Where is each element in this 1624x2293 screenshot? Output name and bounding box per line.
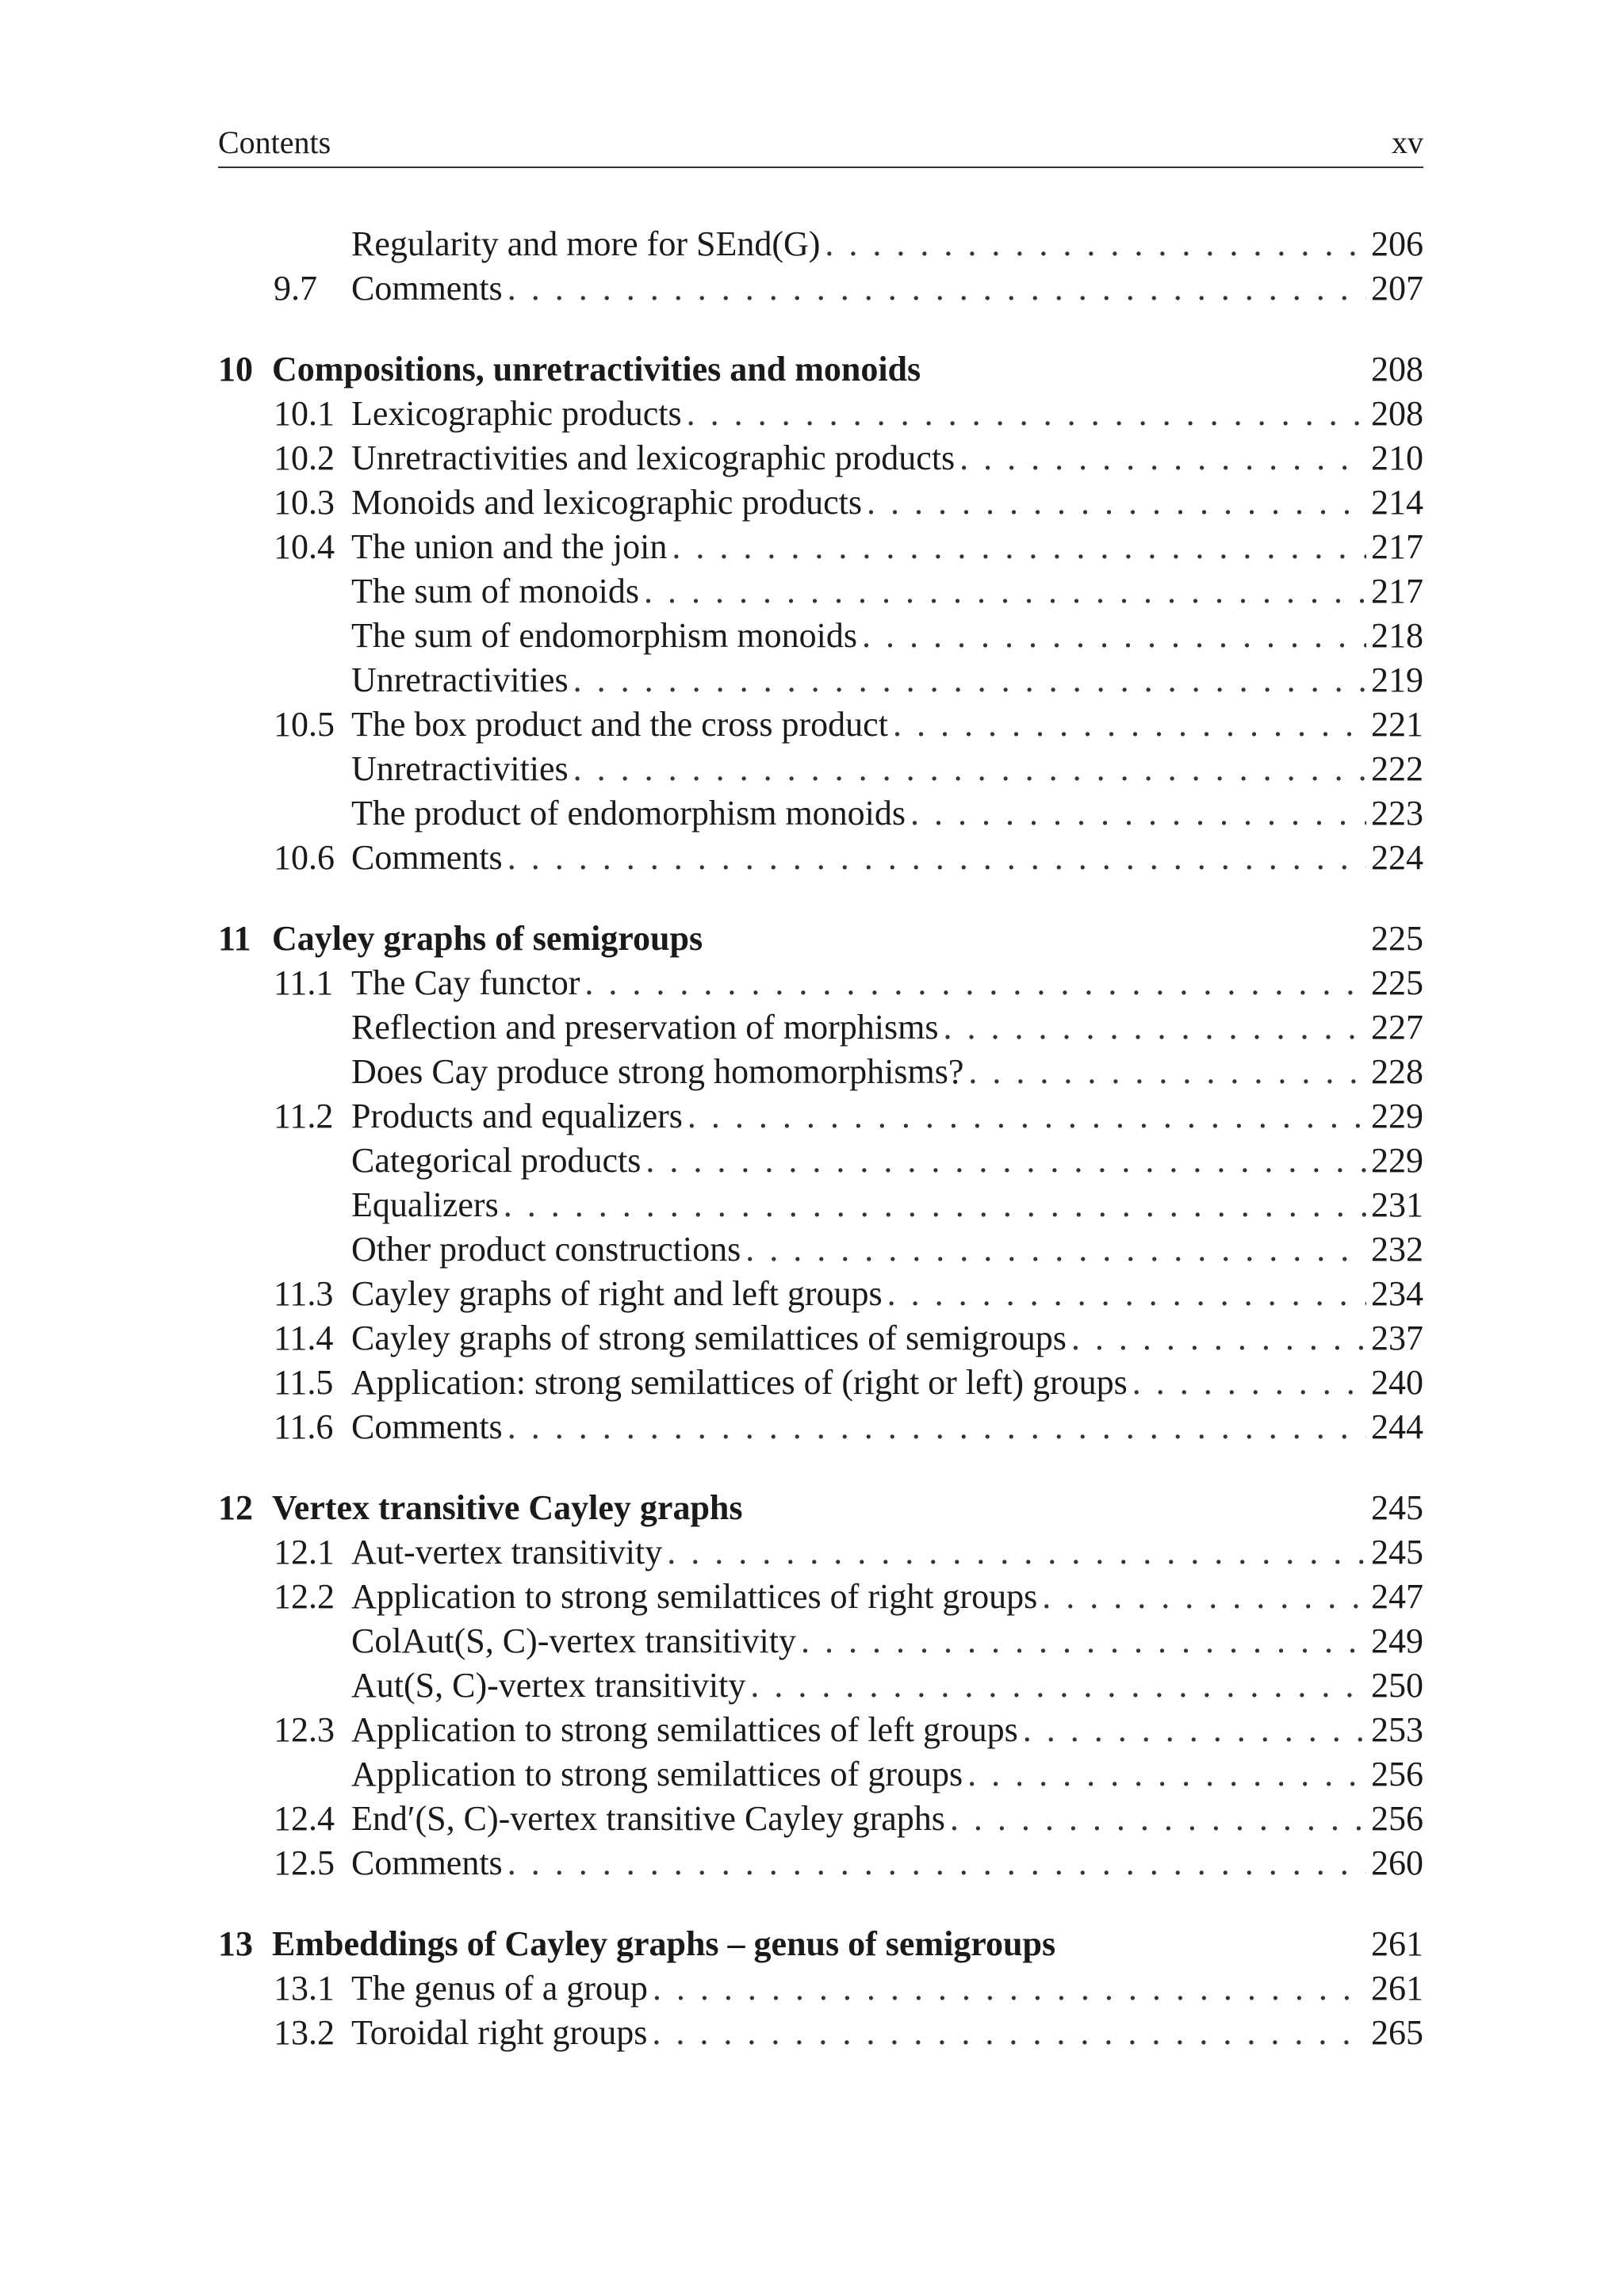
chapter-number: 10 <box>218 350 253 389</box>
entry-title: Lexicographic products <box>351 394 682 433</box>
dot-leader <box>1023 1708 1423 1752</box>
toc-subsection-entry[interactable] <box>218 222 1423 266</box>
entry-title-wrap <box>351 1139 1423 1183</box>
chapter-title: Embeddings of Cayley graphs – genus of semigroups <box>272 1924 1056 1963</box>
entry-title: Unretractivities <box>351 749 569 788</box>
dot-leader <box>644 569 1423 614</box>
entry-title-wrap <box>351 961 1423 1005</box>
chapter-title: Compositions, unretractivities and monoids <box>272 350 921 389</box>
entry-title-wrap <box>351 1530 1423 1575</box>
section-number: 11.5 <box>274 1363 334 1402</box>
entry-page-number: 231 <box>1366 1183 1423 1227</box>
entry-title-wrap <box>351 1272 1423 1316</box>
toc-section-entry[interactable] <box>218 266 1423 311</box>
entry-title: The sum of monoids <box>351 572 639 611</box>
toc-section-entry[interactable] <box>218 1316 1423 1361</box>
toc-section-entry[interactable] <box>218 1708 1423 1752</box>
chapter-title: Cayley graphs of semigroups <box>272 919 703 958</box>
dot-leader <box>968 1050 1423 1094</box>
section-number: 10.2 <box>274 438 335 477</box>
dot-leader <box>825 222 1423 266</box>
toc-subsection-entry[interactable] <box>218 1663 1423 1708</box>
section-number: 10.3 <box>274 483 335 522</box>
entry-title: Equalizers <box>351 1185 499 1224</box>
entry-page-number: 224 <box>1366 836 1423 880</box>
header-rule <box>218 167 1423 168</box>
section-number: 12.2 <box>274 1577 335 1616</box>
entry-page-number: 225 <box>1366 961 1423 1005</box>
entry-page-number: 210 <box>1366 436 1423 480</box>
entry-title: Categorical products <box>351 1141 642 1180</box>
entry-page-number: 256 <box>1366 1752 1423 1797</box>
section-number: 10.5 <box>274 705 335 744</box>
entry-title: The sum of endomorphism monoids <box>351 616 857 655</box>
entry-title-wrap <box>351 1663 1423 1708</box>
entry-page-number: 228 <box>1366 1050 1423 1094</box>
entry-title-wrap <box>351 1752 1423 1797</box>
toc-section-entry[interactable] <box>218 1575 1423 1619</box>
entry-page-number: 223 <box>1366 791 1423 836</box>
section-number: 12.5 <box>274 1843 335 1882</box>
entry-title-wrap <box>351 1841 1423 1885</box>
section-number: 13.2 <box>274 2013 335 2052</box>
dot-leader <box>504 1183 1423 1227</box>
toc-section-entry[interactable] <box>218 1094 1423 1139</box>
entry-page-number: 260 <box>1366 1841 1423 1885</box>
toc-section-entry[interactable] <box>218 702 1423 747</box>
entry-title: Aut-vertex transitivity <box>351 1533 663 1571</box>
chapter-page-number: 261 <box>1371 1924 1423 1963</box>
toc-section-entry[interactable] <box>218 961 1423 1005</box>
entry-title: Application to strong semilattices of groups <box>351 1755 963 1793</box>
entry-page-number: 206 <box>1366 222 1423 266</box>
entry-page-number: 207 <box>1366 266 1423 311</box>
entry-title-wrap <box>351 1797 1423 1841</box>
toc-section-entry[interactable] <box>218 436 1423 480</box>
dot-leader <box>801 1619 1423 1663</box>
toc-section-entry[interactable] <box>218 480 1423 525</box>
entry-page-number: 222 <box>1366 747 1423 791</box>
entry-page-number: 214 <box>1366 480 1423 525</box>
section-number: 12.4 <box>274 1799 335 1838</box>
entry-title-wrap <box>351 614 1423 658</box>
entry-page-number: 218 <box>1366 614 1423 658</box>
entry-page-number: 261 <box>1366 1966 1423 2011</box>
chapter-number: 12 <box>218 1488 253 1527</box>
toc-subsection-entry[interactable] <box>218 658 1423 702</box>
entry-title-wrap <box>351 266 1423 311</box>
running-head-title: Contents <box>218 124 331 160</box>
entry-page-number: 244 <box>1366 1405 1423 1449</box>
entry-title: Toroidal right groups <box>351 2013 648 2052</box>
section-number: 11.3 <box>274 1274 334 1313</box>
toc-subsection-entry[interactable] <box>218 1139 1423 1183</box>
entry-title: The box product and the cross product <box>351 705 888 744</box>
entry-title-wrap <box>351 2011 1423 2055</box>
dot-leader <box>667 1530 1423 1575</box>
chapter-number: 13 <box>218 1924 253 1963</box>
section-number: 11.1 <box>274 963 334 1002</box>
entry-page-number: 217 <box>1366 569 1423 614</box>
entry-page-number: 234 <box>1366 1272 1423 1316</box>
entry-page-number: 253 <box>1366 1708 1423 1752</box>
toc-subsection-entry[interactable] <box>218 791 1423 836</box>
section-number: 10.6 <box>274 838 335 877</box>
entry-page-number: 247 <box>1366 1575 1423 1619</box>
entry-title: Comments <box>351 269 503 308</box>
entry-title-wrap <box>351 1361 1423 1405</box>
entry-title-wrap <box>351 1619 1423 1663</box>
toc-subsection-entry[interactable] <box>218 614 1423 658</box>
entry-title-wrap <box>351 1005 1423 1050</box>
dot-leader <box>910 791 1423 836</box>
dot-leader <box>645 1139 1423 1183</box>
toc-section-entry[interactable] <box>218 1530 1423 1575</box>
toc-subsection-entry[interactable] <box>218 1227 1423 1272</box>
dot-leader <box>508 1405 1423 1449</box>
entry-page-number: 265 <box>1366 2011 1423 2055</box>
toc-chapter-heading[interactable] <box>218 1486 1423 1530</box>
entry-title: Cayley graphs of strong semilattices of semigroups <box>351 1319 1067 1357</box>
section-number: 13.1 <box>274 1969 335 2008</box>
entry-page-number: 245 <box>1366 1530 1423 1575</box>
entry-page-number: 249 <box>1366 1619 1423 1663</box>
entry-title: Comments <box>351 838 503 877</box>
section-number: 9.7 <box>274 269 317 308</box>
dot-leader <box>508 266 1423 311</box>
entry-title-wrap <box>351 569 1423 614</box>
entry-title: The Cay functor <box>351 963 580 1002</box>
dot-leader <box>750 1663 1423 1708</box>
toc-subsection-entry[interactable] <box>218 1752 1423 1797</box>
dot-leader <box>867 480 1423 525</box>
entry-page-number: 250 <box>1366 1663 1423 1708</box>
entry-title-wrap <box>351 1708 1423 1752</box>
toc-section-entry[interactable] <box>218 836 1423 880</box>
entry-title-wrap <box>351 836 1423 880</box>
entry-title-wrap <box>351 525 1423 569</box>
entry-title-wrap <box>351 222 1423 266</box>
toc-section-entry[interactable] <box>218 1841 1423 1885</box>
dot-leader <box>672 525 1423 569</box>
entry-page-number: 217 <box>1366 525 1423 569</box>
chapter-page-number: 225 <box>1371 919 1423 958</box>
toc-subsection-entry[interactable] <box>218 569 1423 614</box>
table-of-contents <box>218 222 1423 2055</box>
entry-title: The union and the join <box>351 527 668 566</box>
entry-title: Reflection and preservation of morphisms <box>351 1008 939 1047</box>
dot-leader <box>687 392 1423 436</box>
toc-section-entry[interactable] <box>218 392 1423 436</box>
entry-page-number: 240 <box>1366 1361 1423 1405</box>
entry-title-wrap <box>351 658 1423 702</box>
toc-subsection-entry[interactable] <box>218 1619 1423 1663</box>
entry-title: Unretractivities <box>351 660 569 699</box>
entry-title-wrap <box>351 1227 1423 1272</box>
entry-page-number: 256 <box>1366 1797 1423 1841</box>
entry-title-wrap <box>351 747 1423 791</box>
entry-page-number: 237 <box>1366 1316 1423 1361</box>
toc-subsection-entry[interactable] <box>218 1183 1423 1227</box>
running-head <box>218 121 1423 168</box>
section-number: 12.1 <box>274 1533 335 1571</box>
entry-page-number: 208 <box>1366 392 1423 436</box>
chapter-page-number: 208 <box>1371 350 1423 389</box>
entry-title: The product of endomorphism monoids <box>351 794 906 833</box>
entry-title: Application to strong semilattices of right groups <box>351 1577 1038 1616</box>
entry-title: Aut(S, C)-vertex transitivity <box>351 1666 746 1705</box>
page-number: xv <box>1392 124 1423 160</box>
dot-leader <box>967 1752 1423 1797</box>
dot-leader <box>887 1272 1423 1316</box>
dot-leader <box>652 2011 1423 2055</box>
toc-section-entry[interactable] <box>218 1361 1423 1405</box>
toc-chapter-heading[interactable] <box>218 1922 1423 1966</box>
entry-title: Comments <box>351 1407 503 1446</box>
toc-subsection-entry[interactable] <box>218 1005 1423 1050</box>
toc-chapter-heading[interactable] <box>218 917 1423 961</box>
section-number: 11.2 <box>274 1097 334 1135</box>
dot-leader <box>959 436 1423 480</box>
entry-page-number: 229 <box>1366 1094 1423 1139</box>
entry-title-wrap <box>351 702 1423 747</box>
entry-title-wrap <box>351 1405 1423 1449</box>
toc-chapter-heading[interactable] <box>218 347 1423 392</box>
entry-title: Other product constructions <box>351 1230 741 1269</box>
entry-title-wrap <box>351 1094 1423 1139</box>
entry-title-wrap <box>351 392 1423 436</box>
toc-subsection-entry[interactable] <box>218 747 1423 791</box>
dot-leader <box>584 961 1423 1005</box>
chapter-title: Vertex transitive Cayley graphs <box>272 1488 743 1527</box>
dot-leader <box>508 836 1423 880</box>
entry-title-wrap <box>351 480 1423 525</box>
entry-title: Cayley graphs of right and left groups <box>351 1274 883 1313</box>
dot-leader <box>573 747 1423 791</box>
section-number: 10.1 <box>274 394 335 433</box>
section-number: 11.4 <box>274 1319 334 1357</box>
toc-section-entry[interactable] <box>218 1797 1423 1841</box>
chapter-page-number: 245 <box>1371 1488 1423 1527</box>
entry-title: Regularity and more for SEnd(G) <box>351 224 821 263</box>
entry-title: Products and equalizers <box>351 1097 683 1135</box>
toc-section-entry[interactable] <box>218 1405 1423 1449</box>
dot-leader <box>950 1797 1423 1841</box>
entry-page-number: 227 <box>1366 1005 1423 1050</box>
entry-title: End′(S, C)-vertex transitive Cayley graphs <box>351 1799 945 1838</box>
dot-leader <box>745 1227 1423 1272</box>
entry-title-wrap <box>351 1316 1423 1361</box>
entry-title-wrap <box>351 1966 1423 2011</box>
entry-title: Monoids and lexicographic products <box>351 483 862 522</box>
entry-page-number: 219 <box>1366 658 1423 702</box>
section-number: 10.4 <box>274 527 335 566</box>
entry-page-number: 232 <box>1366 1227 1423 1272</box>
entry-title: Does Cay produce strong homomorphisms? <box>351 1052 964 1091</box>
entry-title: Application: strong semilattices of (right or left) groups <box>351 1363 1128 1402</box>
entry-title: Comments <box>351 1843 503 1882</box>
entry-title-wrap <box>351 1575 1423 1619</box>
entry-title-wrap <box>351 791 1423 836</box>
entry-title: Unretractivities and lexicographic products <box>351 438 956 477</box>
entry-title: ColAut(S, C)-vertex transitivity <box>351 1621 796 1660</box>
dot-leader <box>893 702 1423 747</box>
chapter-number: 11 <box>218 919 251 958</box>
dot-leader <box>653 1966 1423 2011</box>
section-number: 12.3 <box>274 1710 335 1749</box>
entry-page-number: 229 <box>1366 1139 1423 1183</box>
entry-title-wrap <box>351 1183 1423 1227</box>
dot-leader <box>508 1841 1423 1885</box>
entry-title: The genus of a group <box>351 1969 648 2008</box>
entry-page-number: 221 <box>1366 702 1423 747</box>
entry-title-wrap <box>351 1050 1423 1094</box>
dot-leader <box>688 1094 1423 1139</box>
toc-section-entry[interactable] <box>218 525 1423 569</box>
entry-title-wrap <box>351 436 1423 480</box>
toc-section-entry[interactable] <box>218 2011 1423 2055</box>
entry-title: Application to strong semilattices of left groups <box>351 1710 1018 1749</box>
dot-leader <box>573 658 1423 702</box>
section-number: 11.6 <box>274 1407 334 1446</box>
dot-leader <box>943 1005 1423 1050</box>
dot-leader <box>862 614 1423 658</box>
toc-section-entry[interactable] <box>218 1966 1423 2011</box>
toc-subsection-entry[interactable] <box>218 1050 1423 1094</box>
toc-section-entry[interactable] <box>218 1272 1423 1316</box>
